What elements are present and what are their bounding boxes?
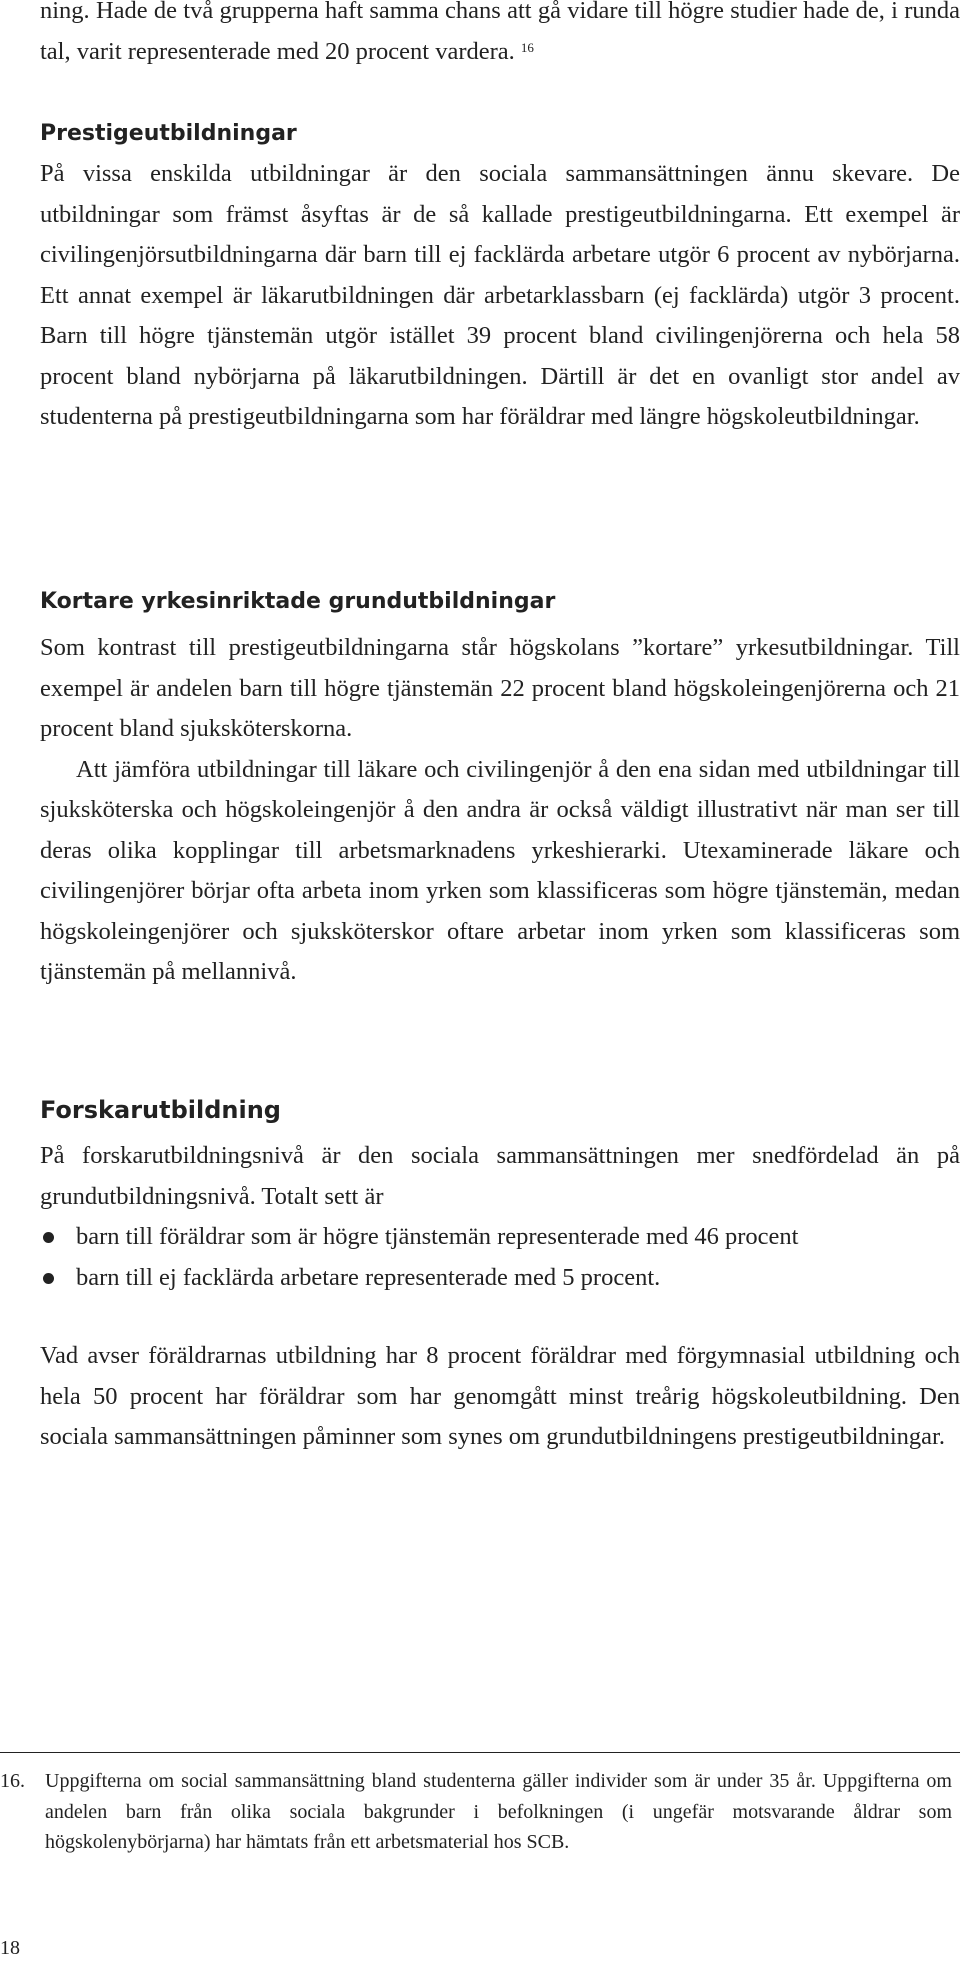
section-forskar <box>40 1090 960 1458</box>
footnote-rule <box>0 1752 960 1753</box>
section-prestige <box>40 114 960 438</box>
heading-forskarutbildning: Forskarutbildning <box>40 1096 281 1124</box>
footnote <box>0 1766 960 1858</box>
page-number: 18 <box>0 1937 20 1959</box>
footnote-number: 16. <box>0 1770 25 1792</box>
forskar-paragraph-2: Vad avser föräldrarnas utbildning har 8 procent föräldrar med förgymnasial utbildning och hela 50 procent har föräldrar som har genomgått minst treårig högskoleutbildning. Den sociala sammansättningen påminner som synes om grundutbildningens prestigeutbildningar. <box>40 1342 960 1450</box>
intro-block <box>40 0 960 72</box>
kortare-paragraph-2: Att jämföra utbildningar till läkare och civilingenjör å den ena sidan med utbildningar till sjuksköterska och högskoleingenjör å den andra är också väldigt illustrativt när man ser till deras olika kopplingar till arbetsmarknadens yrkeshierarki. Utexaminerade läkare och civilingenjörer börjar ofta arbeta inom yrken som klassificeras som högre tjänstemän, medan högskoleingenjörer och sjuksköterskor oftare arbetar inom yrken som klassificeras som tjänstemän på mellannivå. <box>40 755 960 985</box>
heading-kortare-yrkesinriktade: Kortare yrkesinriktade grundutbildningar <box>40 589 556 614</box>
intro-text: ning. Hade de två grupperna haft samma chans att gå vidare till högre studier hade de, i runda tal, varit representerade med 20 procent vardera. <box>40 0 960 65</box>
forskar-paragraph: På forskarutbildningsnivå är den sociala sammansättningen mer snedfördelad än på grundutbildningsnivå. Totalt sett är <box>40 1142 960 1210</box>
footnote-ref[interactable]: 16 <box>520 39 534 55</box>
bullet-item-1 <box>40 1217 960 1258</box>
bullet-text-1: barn till föräldrar som är högre tjänstemän representerade med 46 procent <box>76 1223 799 1250</box>
heading-prestigeutbildningar: Prestigeutbildningar <box>40 121 297 146</box>
bullet-text-2: barn till ej facklärda arbetare representerade med 5 procent. <box>76 1263 661 1291</box>
bullet-dot-icon <box>43 1273 54 1284</box>
bullet-item-2 <box>40 1258 960 1299</box>
kortare-paragraph-1: Som kontrast till prestigeutbildningarna står högskolans ”kortare” yrkesutbildningar. Till exempel är andelen barn till högre tjänstemän 22 procent bland högskoleingenjörerna och 21 procent bland sjuksköterskorna. <box>40 634 960 742</box>
bullet-dot-icon <box>43 1232 54 1243</box>
intro-paragraph <box>40 0 960 72</box>
footnote-text: Uppgifterna om social sammansättning bland studenterna gäller individer som är under 35 år. Uppgifterna om andelen barn från olika sociala bakgrunder i befolkningen (i ungefär motsvarande åldrar som högskolenybörjarna) har hämtats från ett arbetsmaterial hos SCB. <box>45 1770 952 1853</box>
prestige-paragraph: På vissa enskilda utbildningar är den sociala sammansättningen ännu skevare. De utbildningar som främst åsyftas är de så kallade prestigeutbildningarna. Ett exempel är civilingenjörsutbildningarna där barn till ej facklärda arbetare utgör 6 procent av nybörjarna. Ett annat exempel är läkarutbildningen där arbetarklassbarn (ej facklärda) utgör 3 procent. Barn till högre tjänstemän utgör istället 39 procent bland civilingenjörerna och hela 58 procent bland nybörjarna på läkarutbildningen. Därtill är det en ovanligt stor andel av studenterna på prestigeutbildningarna som har föräldrar med längre högskoleutbildningar. <box>40 160 960 430</box>
section-kortare <box>40 582 960 993</box>
